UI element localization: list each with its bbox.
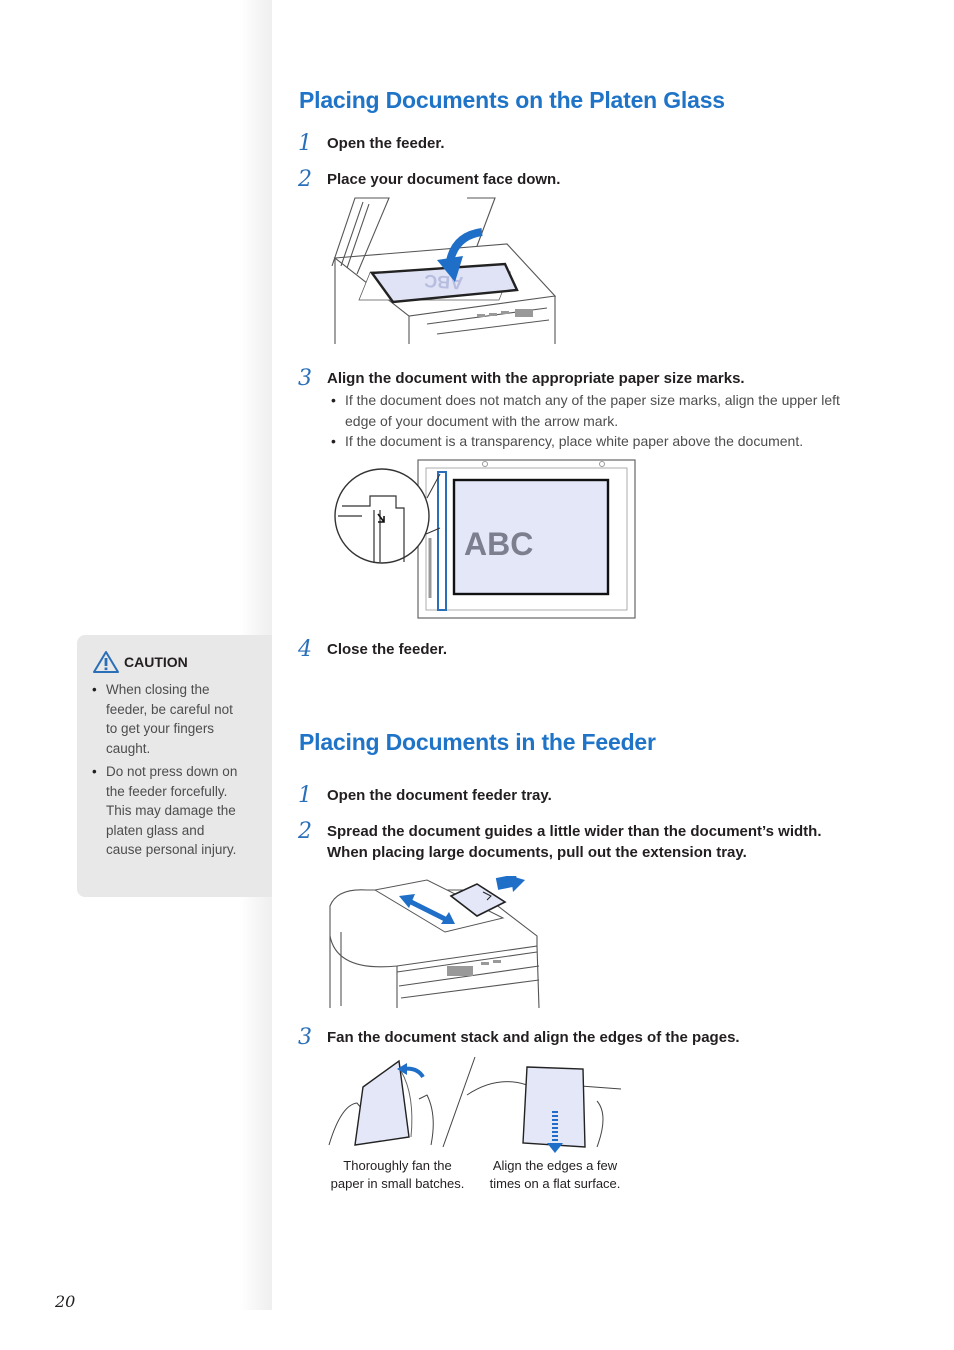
step-number: 1 (298, 783, 312, 808)
document-label: ABC (464, 526, 534, 562)
document-label: ABC (423, 270, 464, 294)
caption-fan: Thoroughly fan the paper in small batches. (330, 1158, 465, 1191)
page-number: 20 (55, 1292, 76, 1311)
step-text: Fan the document stack and align the edges of the pages. (327, 1029, 740, 1046)
warning-icon (92, 650, 120, 674)
tip-item: • If the document is a transparency, place white paper above the document. (331, 431, 871, 452)
caution-item: • Do not press down on the feeder forcefully. This may damage the platen glass and cause personal injury. (92, 762, 244, 860)
step-number: 3 (298, 366, 312, 391)
platen-illustration (327, 196, 557, 346)
caution-item: • When closing the feeder, be careful not to get your fingers caught. (92, 680, 244, 758)
caution-title: CAUTION (124, 654, 188, 670)
step-text: Open the feeder. (327, 135, 445, 152)
step-number: 3 (298, 1025, 312, 1050)
caution-heading (92, 650, 188, 674)
step-text: Place your document face down. (327, 171, 561, 188)
step-number: 2 (298, 167, 312, 192)
feeder-illustration (327, 876, 557, 1010)
caption-align: Align the edges a few times on a flat surface. (489, 1158, 621, 1191)
step-text: Align the document with the appropriate paper size marks. (327, 370, 745, 387)
fan-paper-illustration (327, 1055, 627, 1155)
step-text: Close the feeder. (327, 641, 448, 658)
paper-size-marks-illustration (334, 458, 639, 620)
section-title-platen: Placing Documents on the Platen Glass (299, 87, 725, 113)
tip-item: • If the document does not match any of the paper size marks, align the upper left edge of your document with the arrow mark. (331, 390, 871, 431)
caution-list (92, 680, 244, 864)
section-title-feeder: Placing Documents in the Feeder (299, 729, 656, 755)
step-number: 2 (298, 819, 312, 844)
step-text: Spread the document guides a little wider than the document’s width. (327, 823, 822, 840)
step-text: Open the document feeder tray. (327, 787, 552, 804)
step-text: When placing large documents, pull out the extension tray. (327, 844, 747, 861)
step-number: 1 (298, 131, 312, 156)
align-tips-list (331, 390, 871, 452)
step-number: 4 (298, 637, 312, 662)
